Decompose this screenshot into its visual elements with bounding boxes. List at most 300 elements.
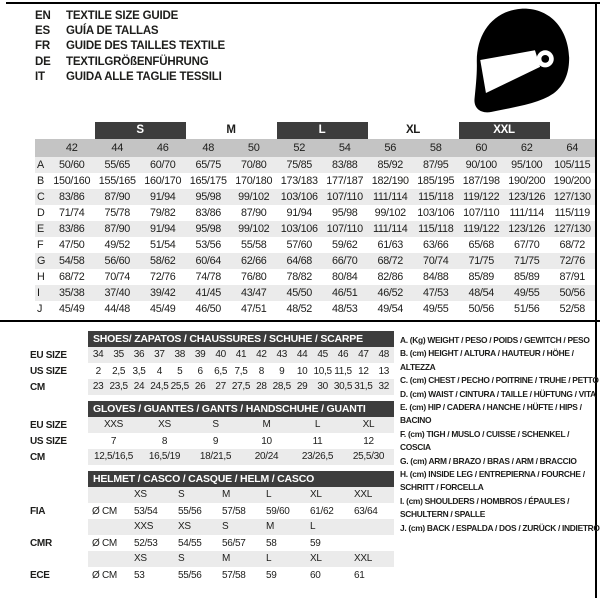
- helmet-size-row: [28, 551, 394, 567]
- size-value: 56/60: [104, 255, 131, 267]
- row-label: US SIZE: [30, 435, 67, 447]
- size-value: 83/88: [331, 159, 358, 171]
- row-label: A: [37, 159, 44, 171]
- size-value: 48/52: [286, 303, 313, 315]
- size-value: 49/52: [104, 239, 131, 251]
- language-row: [35, 24, 225, 39]
- size-value: 52/58: [559, 303, 586, 315]
- cell-value: 35: [108, 347, 128, 363]
- cell-value: 3,5: [132, 365, 146, 377]
- size-value: 78/82: [286, 271, 313, 283]
- size-value: 119/122: [463, 223, 500, 235]
- size-value: 43/47: [240, 287, 267, 299]
- row-label: CM: [30, 381, 45, 393]
- size-value: 85/89: [468, 271, 495, 283]
- cell-value: 42: [251, 347, 271, 363]
- size-value: 75/85: [286, 159, 313, 171]
- language-title: TEXTILE SIZE GUIDE: [66, 10, 179, 22]
- legend-item: I. (cm) SHOULDERS / HOMBROS / ÉPAULES / SCHULTERN / SPALLE: [400, 495, 570, 520]
- size-value: 190/200: [553, 175, 591, 187]
- size-value: 71/74: [58, 207, 85, 219]
- size-value: 111/114: [509, 207, 545, 219]
- spacer: [88, 487, 130, 503]
- size-table-row-c: [35, 189, 595, 205]
- size-value: 49/55: [422, 303, 449, 315]
- cell-value: S: [190, 417, 241, 433]
- table-row: [28, 417, 394, 433]
- cell-value: 44: [292, 347, 312, 363]
- size-value: 91/94: [286, 207, 313, 219]
- helmet-size-label: M: [218, 551, 262, 567]
- size-value: 55/65: [104, 159, 131, 171]
- size-value: 45/50: [286, 287, 313, 299]
- row-label: EU SIZE: [30, 419, 67, 431]
- size-value: 165/175: [189, 175, 227, 187]
- size-group-header-row: [35, 119, 595, 139]
- size-value: 79/82: [149, 207, 176, 219]
- size-value: 185/195: [417, 175, 455, 187]
- size-value: 62/66: [240, 255, 267, 267]
- size-value: 68/72: [377, 255, 404, 267]
- cell-value: XL: [343, 417, 394, 433]
- gloves-size-table: [28, 401, 394, 465]
- helmet-value: 56/57: [222, 537, 246, 549]
- racing-helmet-icon: [460, 3, 578, 117]
- size-table-row-a: [35, 157, 595, 173]
- legend-item: J. (cm) BACK / ESPALDA / DOS / ZURÜCK / INDIETRO: [400, 522, 600, 533]
- cell-value: 30: [312, 379, 332, 395]
- helmet-value: 59/60: [266, 505, 290, 517]
- helmet-size-label: L: [262, 551, 306, 567]
- cell-value: 18/21,5: [190, 449, 241, 465]
- size-value: 87/91: [559, 271, 586, 283]
- helmet-size-table: [28, 471, 394, 583]
- table-row: [28, 379, 394, 395]
- size-value: 65/75: [195, 159, 222, 171]
- column-header-44: 44: [111, 142, 124, 154]
- diameter-unit-label: Ø CM: [92, 505, 117, 517]
- cell-value: L: [292, 417, 343, 433]
- size-value: 48/54: [468, 287, 495, 299]
- helmet-standard-label: CMR: [30, 537, 52, 549]
- language-title: GUÍA DE TALLAS: [66, 25, 159, 38]
- cell-value: 43: [272, 347, 292, 363]
- cell-value: 31,5: [353, 379, 373, 395]
- cell-value: 29: [292, 379, 312, 395]
- size-value: 115/119: [554, 207, 590, 219]
- spacer: [88, 551, 130, 567]
- size-value: 53/56: [195, 239, 222, 251]
- helmet-size-label: L: [306, 519, 350, 535]
- cell-value: 28,5: [272, 379, 292, 395]
- row-label: F: [37, 239, 44, 251]
- size-value: 46/51: [331, 287, 358, 299]
- diameter-unit-label: Ø CM: [92, 537, 117, 549]
- size-value: 83/86: [58, 223, 85, 235]
- size-value: 85/92: [377, 159, 404, 171]
- language-code: EN: [35, 10, 51, 22]
- size-table-row-e: [35, 221, 595, 237]
- size-value: 59/62: [331, 239, 358, 251]
- cell-value: 41: [231, 347, 251, 363]
- table-row: [28, 347, 394, 363]
- size-table-row-f: [35, 237, 595, 253]
- cell-value: 45: [312, 347, 332, 363]
- size-value: 119/122: [463, 191, 500, 203]
- helmet-size-label: S: [174, 487, 218, 503]
- helmet-size-label: XXL: [350, 487, 394, 503]
- size-value: 44/48: [104, 303, 131, 315]
- size-value: 63/66: [422, 239, 449, 251]
- helmet-value: 61: [354, 569, 365, 581]
- size-value: 74/78: [195, 271, 222, 283]
- cell-value: 10: [296, 365, 308, 377]
- size-value: 91/94: [149, 191, 176, 203]
- cell-value: 27,5: [231, 379, 251, 395]
- column-header-64: 64: [566, 142, 579, 154]
- size-value: 123/126: [508, 223, 546, 235]
- apparel-size-table: [35, 119, 595, 317]
- cell-value: 37: [149, 347, 169, 363]
- size-value: 155/165: [98, 175, 136, 187]
- cell-value: XXS: [88, 417, 139, 433]
- size-value: 87/90: [104, 191, 131, 203]
- size-value: 111/114: [372, 191, 408, 203]
- size-value: 50/60: [58, 159, 85, 171]
- cell-value: 10: [261, 435, 272, 447]
- cell-value: 6,5: [214, 365, 228, 377]
- size-table-row-j: [35, 301, 595, 317]
- legend-item: D. (cm) WAIST / CINTURA / TAILLE / HÜFTUNG / VITA: [400, 388, 596, 399]
- legend-item: C. (cm) CHEST / PECHO / POITRINE / TRUHE / PETTO: [400, 375, 599, 386]
- size-value: 46/52: [377, 287, 404, 299]
- helmet-value: 57/58: [222, 505, 246, 517]
- size-value: 50/56: [559, 287, 586, 299]
- helmet-value: 53/54: [134, 505, 158, 517]
- cell-value: 7,5: [234, 365, 248, 377]
- size-table-row-h: [35, 269, 595, 285]
- language-code: DE: [35, 55, 51, 68]
- cell-value: XS: [139, 417, 190, 433]
- cell-value: 11,5: [334, 365, 352, 377]
- cell-value: 32: [374, 379, 394, 395]
- cell-value: 23: [88, 379, 108, 395]
- size-value: 99/102: [374, 207, 406, 219]
- size-value: 83/86: [195, 207, 222, 219]
- gloves-title: GLOVES / GUANTES / GANTS / HANDSCHUHE / GUANTI: [88, 401, 394, 417]
- size-value: 66/70: [331, 255, 358, 267]
- size-value: 160/170: [144, 175, 182, 187]
- shoes-size-table: [28, 331, 394, 395]
- size-value: 103/106: [417, 207, 455, 219]
- cell-value: 24,5: [149, 379, 169, 395]
- size-group-label-s: S: [95, 122, 186, 139]
- size-value: 150/160: [53, 175, 91, 187]
- cell-value: M: [241, 417, 292, 433]
- size-value: 190/200: [508, 175, 546, 187]
- size-value: 49/54: [377, 303, 404, 315]
- size-table-row-d: [35, 205, 595, 221]
- helmet-value: 61/62: [310, 505, 334, 517]
- language-row: [35, 39, 225, 54]
- size-value: 50/56: [468, 303, 495, 315]
- accessory-tables: [28, 331, 394, 583]
- legend-item: F. (cm) TIGH / MUSLO / CUISSE / SCHENKEL / COSCIA: [400, 428, 570, 453]
- cell-value: 8: [161, 435, 168, 447]
- helmet-size-label: L: [262, 487, 306, 503]
- size-value: 170/180: [235, 175, 273, 187]
- cell-value: 16,5/19: [139, 449, 190, 465]
- size-value: 72/76: [559, 255, 586, 267]
- size-value: 46/50: [195, 303, 222, 315]
- column-header-54: 54: [338, 142, 351, 154]
- size-value: 55/58: [240, 239, 267, 251]
- size-value: 76/80: [240, 271, 267, 283]
- size-value: 70/74: [104, 271, 131, 283]
- size-value: 177/187: [326, 175, 364, 187]
- size-value: 83/86: [58, 191, 85, 203]
- row-label: US SIZE: [30, 365, 67, 377]
- size-value: 67/70: [513, 239, 540, 251]
- cell-value: 23,5: [108, 379, 128, 395]
- row-label: EU SIZE: [30, 349, 67, 361]
- row-label: C: [37, 191, 45, 203]
- cell-value: 38: [170, 347, 190, 363]
- size-value: 95/98: [331, 207, 358, 219]
- cell-value: 26: [190, 379, 210, 395]
- size-group-label-m: M: [226, 124, 236, 136]
- row-label: J: [37, 303, 43, 315]
- helmet-value: 52/53: [134, 537, 158, 549]
- language-code: IT: [35, 70, 45, 83]
- size-value: 58/62: [149, 255, 176, 267]
- language-title: GUIDA ALLE TAGLIE TESSILI: [66, 70, 222, 83]
- cell-value: 2,5: [112, 365, 126, 377]
- helmet-value: 63/64: [354, 505, 378, 517]
- size-value: 80/84: [331, 271, 358, 283]
- size-value: 107/110: [326, 191, 363, 203]
- size-value: 45/49: [149, 303, 176, 315]
- column-header-46: 46: [156, 142, 169, 154]
- row-label: H: [37, 271, 45, 283]
- size-value: 85/89: [513, 271, 540, 283]
- size-group-label-xl: XL: [405, 124, 421, 136]
- cell-value: 47: [353, 347, 373, 363]
- size-value: 70/74: [422, 255, 449, 267]
- row-label: I: [37, 287, 40, 299]
- helmet-value-row: [28, 503, 394, 519]
- size-group-label-xxl: XXL: [459, 122, 550, 139]
- cell-value: 13: [378, 365, 390, 377]
- size-value: 87/90: [240, 207, 267, 219]
- helmet-size-label: S: [174, 551, 218, 567]
- size-value: 103/106: [280, 191, 318, 203]
- helmet-value: 60: [310, 569, 321, 581]
- size-value: 68/72: [58, 271, 85, 283]
- helmet-size-row: [28, 519, 394, 535]
- size-table-row-i: [35, 285, 595, 301]
- size-value: 47/51: [240, 303, 267, 315]
- helmet-value: 53: [134, 569, 145, 581]
- size-value: 173/183: [280, 175, 318, 187]
- size-table-row-g: [35, 253, 595, 269]
- cell-value: 28: [251, 379, 271, 395]
- size-value: 57/60: [286, 239, 313, 251]
- cell-value: 12: [363, 435, 374, 447]
- size-value: 107/110: [463, 207, 500, 219]
- size-value: 95/100: [511, 159, 543, 171]
- language-code: FR: [35, 40, 50, 53]
- helmet-size-label: S: [218, 519, 262, 535]
- cell-value: 46: [333, 347, 353, 363]
- cell-value: 27: [210, 379, 230, 395]
- cell-value: 24: [129, 379, 149, 395]
- row-label: B: [37, 175, 44, 187]
- helmet-value-row: [28, 567, 394, 583]
- row-label: D: [37, 207, 45, 219]
- row-label: E: [37, 223, 44, 235]
- legend-item: A. (Kg) WEIGHT / PESO / POIDS / GEWITCH / PESO: [400, 335, 590, 345]
- shoes-title: SHOES/ ZAPATOS / CHAUSSURES / SCHUHE / SCARPE: [88, 331, 394, 347]
- size-value: 47/53: [422, 287, 449, 299]
- helmet-value: 55/56: [178, 569, 202, 581]
- size-value: 71/75: [513, 255, 540, 267]
- column-header-52: 52: [293, 142, 306, 154]
- legend-item: E. (cm) HIP / CADERA / HANCHE / HÜFTE / HIPS / BACINO: [400, 402, 582, 426]
- size-value: 51/56: [513, 303, 540, 315]
- size-value: 70/80: [240, 159, 267, 171]
- helmet-size-label: XL: [306, 487, 350, 503]
- size-value: 41/45: [195, 287, 222, 299]
- language-row: [35, 55, 225, 70]
- diameter-unit-label: Ø CM: [92, 569, 117, 581]
- helmet-size-label: XXL: [350, 551, 394, 567]
- language-row: [35, 70, 225, 85]
- column-header-42: 42: [65, 142, 78, 154]
- size-value: 95/98: [195, 191, 222, 203]
- size-value: 35/38: [58, 287, 85, 299]
- cell-value: 9: [212, 435, 219, 447]
- helmet-title: HELMET / CASCO / CASQUE / HELM / CASCO: [88, 471, 394, 487]
- cell-value: 2: [95, 365, 101, 377]
- size-value: 75/78: [104, 207, 131, 219]
- size-value: 127/130: [553, 191, 591, 203]
- section-divider-line: [0, 320, 600, 322]
- size-value: 37/40: [104, 287, 131, 299]
- size-value: 115/118: [418, 223, 454, 235]
- size-value: 68/72: [559, 239, 586, 251]
- column-header-60: 60: [475, 142, 488, 154]
- language-row: [35, 9, 225, 24]
- helmet-value: 57/58: [222, 569, 246, 581]
- size-value: 107/110: [326, 223, 363, 235]
- cell-value: 39: [190, 347, 210, 363]
- size-value: 51/54: [149, 239, 176, 251]
- size-value: 115/118: [418, 191, 454, 203]
- helmet-standard-label: FIA: [30, 505, 46, 517]
- helmet-value: 55/56: [178, 505, 202, 517]
- size-value: 91/94: [149, 223, 176, 235]
- legend-item: B. (cm) HEIGHT / ALTURA / HAUTEUR / HÖHE / ALTEZZA: [400, 348, 574, 372]
- size-group-label-l: L: [277, 122, 368, 139]
- cell-value: 30,5: [333, 379, 353, 395]
- helmet-size-label: XS: [130, 487, 174, 503]
- helmet-size-label: XS: [174, 519, 218, 535]
- cell-value: 48: [374, 347, 394, 363]
- helmet-value-row: [28, 535, 394, 551]
- helmet-size-label: M: [262, 519, 306, 535]
- size-value: 127/130: [553, 223, 591, 235]
- helmet-size-label: [350, 519, 394, 535]
- helmet-size-row: [28, 487, 394, 503]
- cell-value: 25,5/30: [343, 449, 394, 465]
- helmet-value: 58: [266, 537, 277, 549]
- cell-value: 25,5: [170, 379, 190, 395]
- column-header-56: 56: [384, 142, 397, 154]
- helmet-value: 59: [266, 569, 277, 581]
- legend-item: G. (cm) ARM / BRAZO / BRAS / ARM / BRACCIO: [400, 455, 577, 466]
- size-value: 82/86: [377, 271, 404, 283]
- language-title: GUIDE DES TAILLES TEXTILE: [66, 40, 225, 53]
- size-value: 187/198: [462, 175, 500, 187]
- size-value: 111/114: [372, 223, 408, 235]
- column-header-50: 50: [247, 142, 260, 154]
- size-value: 182/190: [371, 175, 409, 187]
- size-value: 45/49: [58, 303, 85, 315]
- size-value: 65/68: [468, 239, 495, 251]
- size-value: 95/98: [195, 223, 222, 235]
- row-label: G: [37, 255, 46, 267]
- cell-value: 7: [110, 435, 117, 447]
- size-value: 105/115: [554, 159, 591, 171]
- size-value: 47/50: [58, 239, 85, 251]
- cell-value: 8: [258, 365, 265, 377]
- size-value: 48/53: [331, 303, 358, 315]
- spacer: [88, 519, 130, 535]
- cell-value: 4: [156, 365, 163, 377]
- cell-value: 10,5: [313, 365, 332, 377]
- cell-value: 5: [177, 365, 183, 377]
- helmet-size-label: XXS: [130, 519, 174, 535]
- size-value: 61/63: [377, 239, 404, 251]
- column-header-48: 48: [202, 142, 215, 154]
- column-header-62: 62: [520, 142, 533, 154]
- size-value: 99/102: [238, 223, 270, 235]
- column-header-58: 58: [429, 142, 442, 154]
- cell-value: 11: [312, 435, 323, 447]
- helmet-standard-label: ECE: [30, 569, 50, 581]
- size-column-header-row: [35, 139, 595, 157]
- size-value: 87/95: [422, 159, 449, 171]
- cell-value: 9: [279, 365, 285, 377]
- size-value: 49/55: [513, 287, 540, 299]
- language-title: TEXTILGRÖßENFÜHRUNG: [66, 55, 209, 68]
- helmet-value: 54/55: [178, 537, 202, 549]
- helmet-size-label: M: [218, 487, 262, 503]
- helmet-size-label: XL: [306, 551, 350, 567]
- table-row: [28, 449, 394, 465]
- size-table-row-b: [35, 173, 595, 189]
- size-value: 123/126: [508, 191, 546, 203]
- cell-value: 12,5/16,5: [88, 449, 139, 465]
- size-group-label: [550, 122, 596, 139]
- size-group-label: [49, 122, 95, 139]
- size-value: 60/70: [149, 159, 176, 171]
- size-value: 60/64: [195, 255, 222, 267]
- size-value: 64/68: [286, 255, 313, 267]
- language-title-list: [35, 9, 225, 85]
- size-value: 87/90: [104, 223, 131, 235]
